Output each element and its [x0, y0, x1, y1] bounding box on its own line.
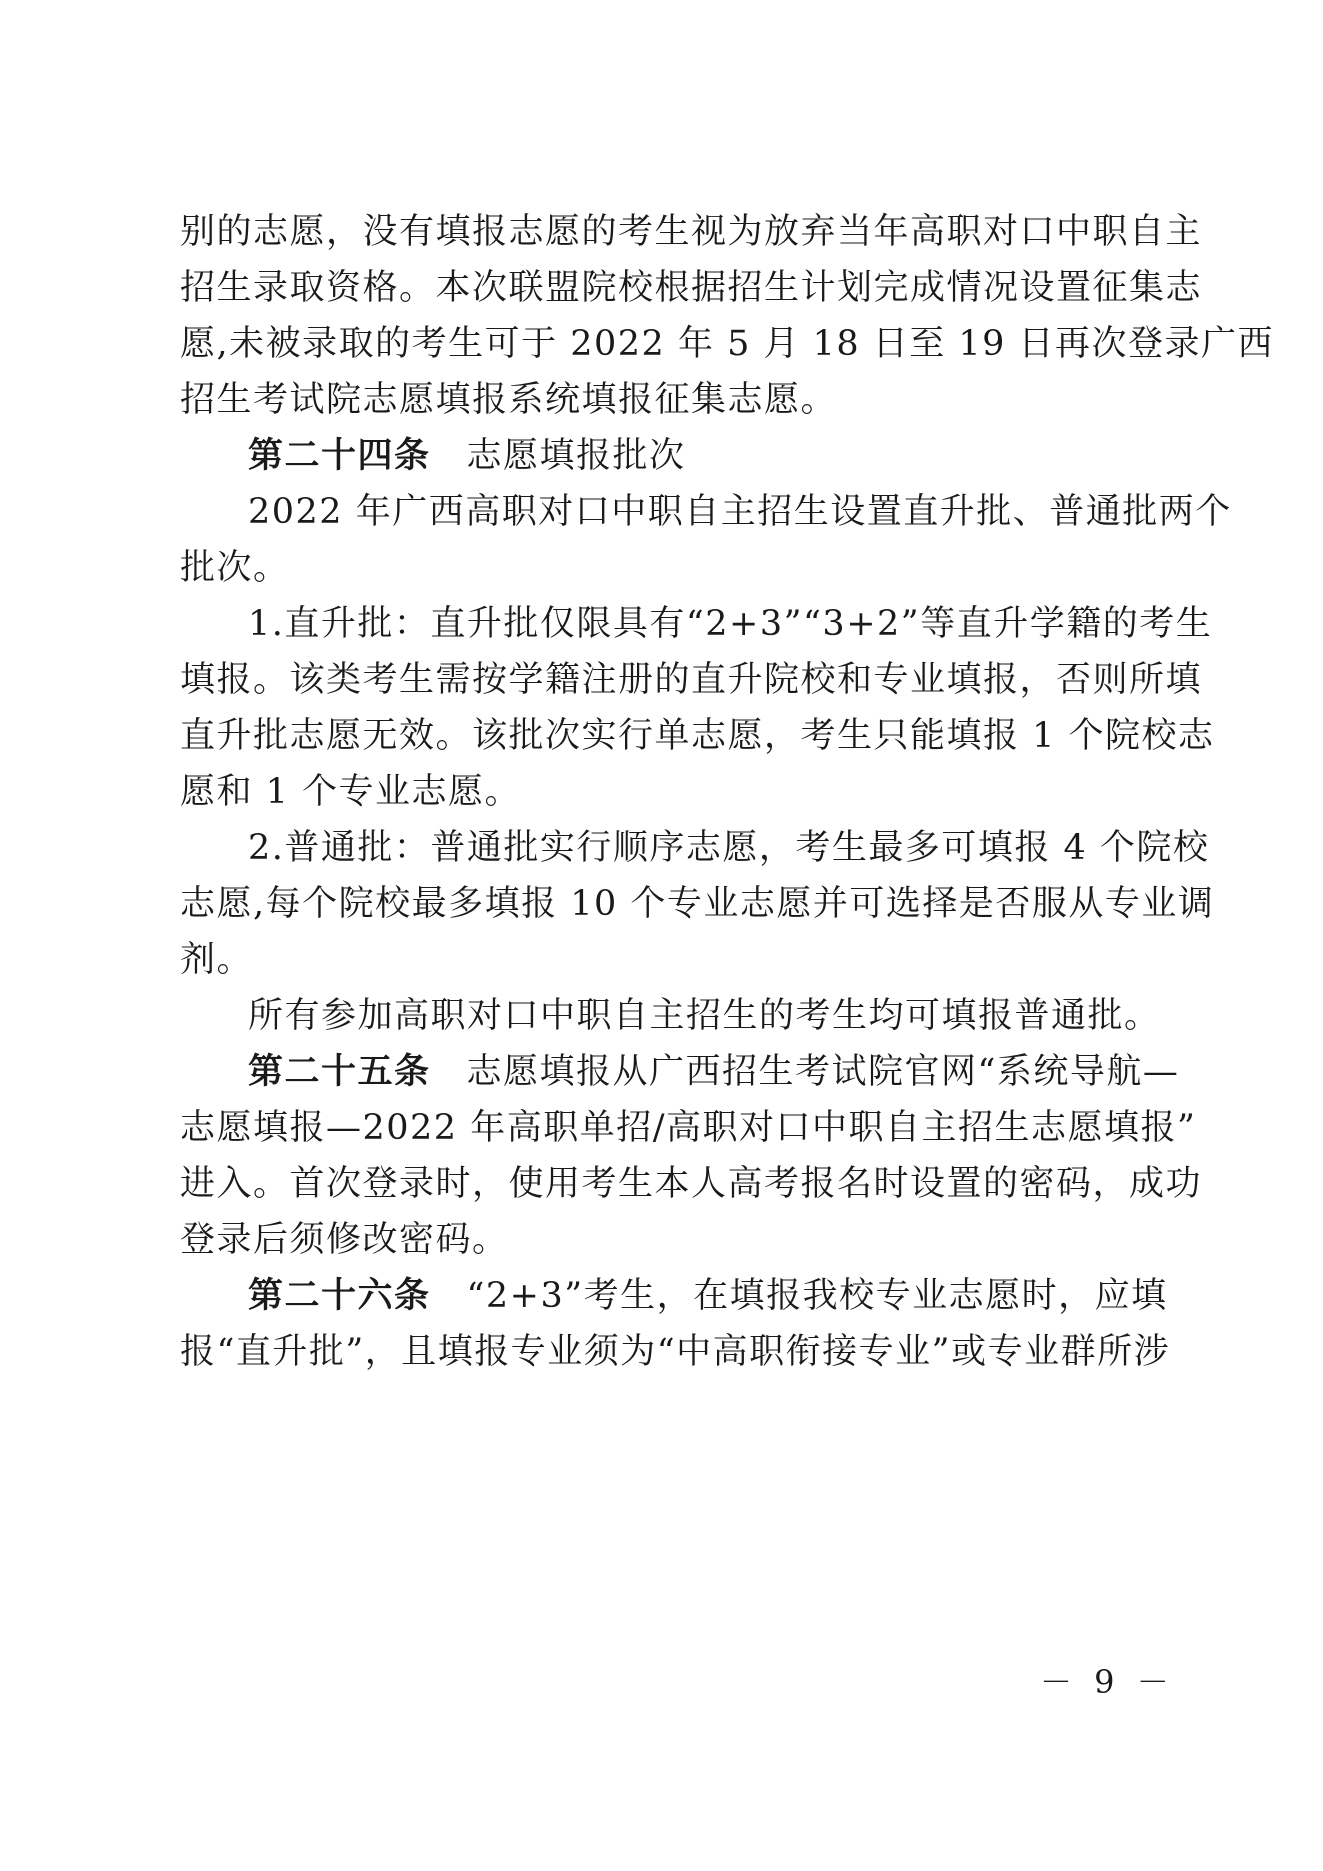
article-text: 志愿填报从广西招生考试院官网“系统导航— [466, 1052, 1180, 1092]
article-heading [248, 434, 1160, 478]
page-number: － 9 － [1040, 1663, 1175, 1701]
body-line: 报“直升批”，且填报专业须为“中高职衔接专业”或专业群所涉 [180, 1332, 1171, 1372]
article-number: 第二十五条 [248, 1051, 431, 1092]
body-line: 2022 年广西高职对口中职自主招生设置直升批、普通批两个 [248, 492, 1232, 532]
article-number: 第二十六条 [248, 1275, 431, 1316]
body-line: 直升批志愿无效。该批次实行单志愿，考生只能填报 1 个院校志 [180, 716, 1215, 756]
body-line: 所有参加高职对口中职自主招生的考生均可填报普通批。 [248, 996, 1161, 1036]
body-line: 别的志愿，没有填报志愿的考生视为放弃当年高职对口中职自主 [180, 212, 1203, 252]
body-line: 剂。 [180, 940, 254, 980]
body-line: 1.直升批：直升批仅限具有“2+3”“3+2”等直升学籍的考生 [248, 604, 1213, 644]
body-line: 志愿填报—2022 年高职单招/高职对口中职自主招生志愿填报” [180, 1108, 1197, 1148]
body-line: 愿,未被录取的考生可于 2022 年 5 月 18 日至 19 日再次登录广西 [180, 324, 1275, 364]
body-line: 招生录取资格。本次联盟院校根据招生计划完成情况设置征集志 [180, 268, 1203, 308]
article-title: 志愿填报批次 [466, 436, 686, 476]
article-number: 第二十四条 [248, 435, 431, 476]
body-line: 填报。该类考生需按学籍注册的直升院校和专业填报，否则所填 [180, 660, 1203, 700]
body-line: 登录后须修改密码。 [180, 1220, 509, 1260]
body-line: 2.普通批：普通批实行顺序志愿，考生最多可填报 4 个院校 [248, 828, 1210, 868]
article-heading [248, 1050, 1180, 1094]
article-text: “2+3”考生，在填报我校专业志愿时，应填 [466, 1276, 1168, 1316]
body-line: 进入。首次登录时，使用考生本人高考报名时设置的密码，成功 [180, 1164, 1203, 1204]
article-heading [248, 1274, 1168, 1318]
body-line: 招生考试院志愿填报系统填报征集志愿。 [180, 380, 838, 420]
body-line: 批次。 [180, 548, 290, 588]
body-line: 愿和 1 个专业志愿。 [180, 772, 522, 812]
body-line: 志愿,每个院校最多填报 10 个专业志愿并可选择是否服从专业调 [180, 884, 1215, 924]
